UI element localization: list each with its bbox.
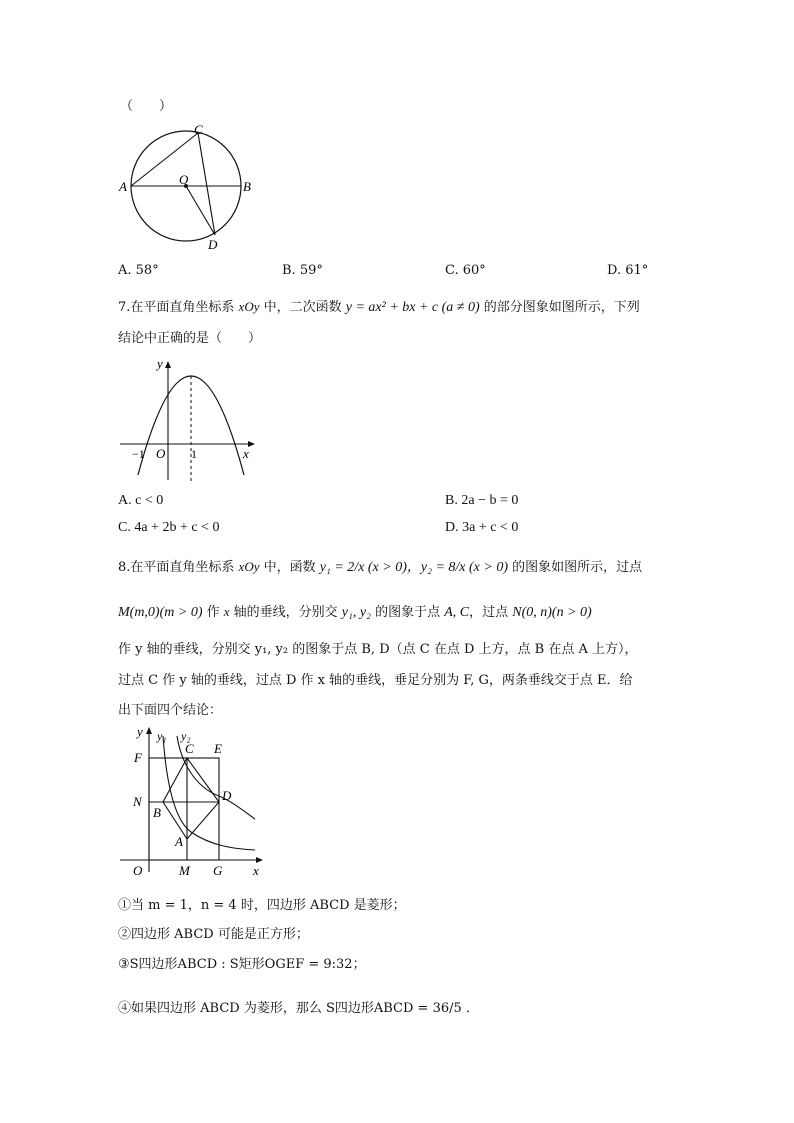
label-f: F <box>134 750 142 765</box>
q6-circle-figure <box>115 118 265 258</box>
label-x: x <box>243 446 249 461</box>
x-axis-arrow <box>248 441 255 447</box>
label-d: D <box>222 788 232 803</box>
q6-option-c: C. 60° <box>445 263 486 278</box>
label-y: y <box>137 724 143 739</box>
q8-conclusion-1: ①当 m = 1，n = 4 时，四边形 ABCD 是菱形； <box>118 898 406 913</box>
label-y: y <box>157 356 163 371</box>
y-axis-arrow <box>146 727 152 734</box>
q7-option-c: C. 4a + 2b + c < 0 <box>118 520 220 535</box>
q7-parabola-figure <box>115 350 265 485</box>
label-o: O <box>179 172 189 187</box>
q8-stem-line4: 过点 C 作 y 轴的垂线，过点 D 作 x 轴的垂线，垂足分别为 F, G，两条垂线交于点 E．给 <box>118 673 633 688</box>
q6-option-d: D. 61° <box>607 263 649 278</box>
q7-option-d: D. 3a + c < 0 <box>445 520 519 535</box>
q8-hyperbola-figure <box>115 722 275 882</box>
label-m: M <box>179 863 190 878</box>
label-c: C <box>185 741 194 756</box>
label-b: B <box>153 805 161 820</box>
q6-option-b: B. 59° <box>282 263 323 278</box>
label-e: E <box>214 741 222 756</box>
label-g: G <box>213 863 223 878</box>
label-o: O <box>133 863 143 878</box>
q8-stem-line2: M(m,0)(m > 0) 作 x 轴的垂线，分别交 y₁, y₂ 的图象于点 A, C，过点 N(0, n)(n > 0) <box>118 604 592 620</box>
label-n: N <box>133 794 142 809</box>
label-x: x <box>253 863 259 878</box>
curve-y1 <box>163 736 255 850</box>
q8-conclusion-3: ③S四边形ABCD : S矩形OGEF = 9:32； <box>118 957 366 972</box>
label-y1: y₁ <box>157 729 167 743</box>
label-d: D <box>208 237 218 252</box>
q7-stem-line2: 结论中正确的是（ ） <box>118 331 262 346</box>
label-b: B <box>243 179 251 194</box>
label-1: 1 <box>191 447 197 461</box>
q8-stem-line1: 8.在平面直角坐标系 xOy 中，函数 y₁ = 2/x (x > 0)，y₂ = 8/x (x > 0) 的图象如图所示，过点 <box>118 559 643 575</box>
q8-stem-line3: 作 y 轴的垂线，分别交 y₁, y₂ 的图象于点 B, D（点 C 在点 D 上方，点 B 在点 A 上方）， <box>118 642 638 657</box>
q7-stem-line1: 7.在平面直角坐标系 xOy 中，二次函数 y = ax² + bx + c (a ≠ 0) 的部分图象如图所示，下列 <box>118 299 640 315</box>
q6-option-a: A. 58° <box>118 263 159 278</box>
q6-answer-bracket: （ ） <box>120 99 173 114</box>
quad-abcd <box>163 758 219 839</box>
label-c: C <box>194 122 203 137</box>
label-y2: y₂ <box>181 729 191 743</box>
q8-conclusion-4: ④如果四边形 ABCD 为菱形，那么 S四边形ABCD = 36/5 ． <box>118 1001 479 1016</box>
q8-stem-line5: 出下面四个结论： <box>118 703 223 718</box>
q7-option-b: B. 2a − b = 0 <box>445 493 519 508</box>
q7-option-a: A. c < 0 <box>118 493 164 508</box>
q8-conclusion-2: ②四边形 ABCD 可能是正方形； <box>118 927 309 942</box>
label-neg1: −1 <box>132 447 145 461</box>
label-a: A <box>119 179 127 194</box>
y-axis-arrow <box>165 361 171 368</box>
label-a: A <box>175 834 183 849</box>
label-o: O <box>156 446 166 461</box>
